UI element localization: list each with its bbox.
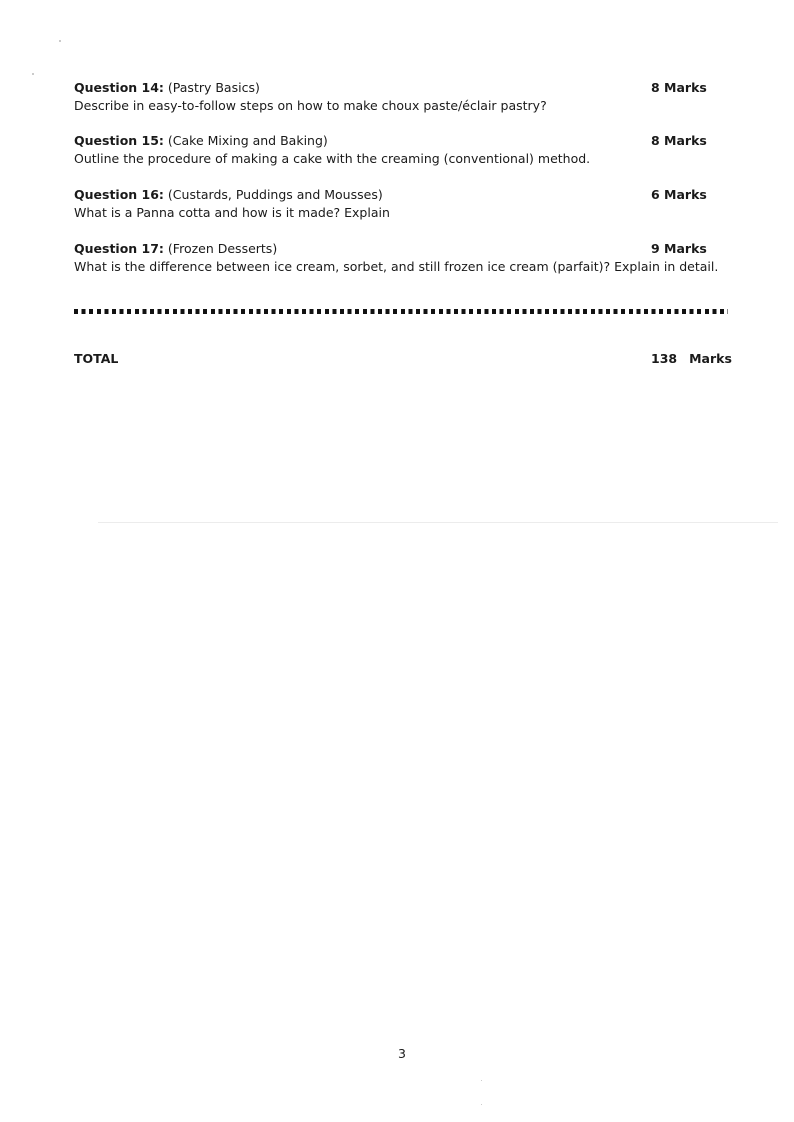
scan-speck — [59, 40, 61, 42]
question-header — [74, 240, 730, 258]
scan-artifact-line — [98, 522, 778, 523]
question-topic: (Custards, Puddings and Mousses) — [167, 187, 383, 202]
question-label: Question 14: — [74, 80, 164, 95]
question-header — [74, 132, 730, 150]
question-text: What is a Panna cotta and how is it made? Explain — [74, 205, 390, 220]
scan-speck — [32, 73, 34, 75]
question-marks: 8 Marks — [651, 133, 707, 148]
total-unit: Marks — [689, 351, 732, 366]
question-marks: 8 Marks — [651, 80, 707, 95]
question-header — [74, 79, 730, 97]
total-value: 138 — [651, 351, 678, 366]
scan-speck — [481, 1104, 482, 1105]
question-label: Question 15: — [74, 133, 164, 148]
question-text: Outline the procedure of making a cake with the creaming (conventional) method. — [74, 151, 591, 166]
page-number: 3 — [398, 1046, 406, 1061]
question-topic: (Cake Mixing and Baking) — [167, 133, 328, 148]
question-title — [74, 132, 328, 150]
question-topic: (Pastry Basics) — [167, 80, 260, 95]
question-topic: (Frozen Desserts) — [167, 241, 278, 256]
scan-speck — [481, 1080, 482, 1081]
question-marks: 6 Marks — [651, 187, 707, 202]
question-title — [74, 186, 383, 204]
question-label: Question 16: — [74, 187, 164, 202]
question-marks: 9 Marks — [651, 241, 707, 256]
question-text: What is the difference between ice cream, sorbet, and still frozen ice cream (parfait)? Explain in detail. — [74, 259, 719, 274]
question-14 — [74, 79, 730, 115]
total-marks — [651, 351, 732, 366]
question-label: Question 17: — [74, 241, 164, 256]
question-17 — [74, 240, 730, 276]
question-title — [74, 79, 260, 97]
question-header — [74, 186, 730, 204]
question-text: Describe in easy-to-follow steps on how to make choux paste/éclair pastry? — [74, 98, 547, 113]
total-label: TOTAL — [74, 351, 119, 366]
dotted-separator — [74, 309, 728, 314]
question-15 — [74, 132, 730, 168]
question-title — [74, 240, 277, 258]
question-16 — [74, 186, 730, 222]
